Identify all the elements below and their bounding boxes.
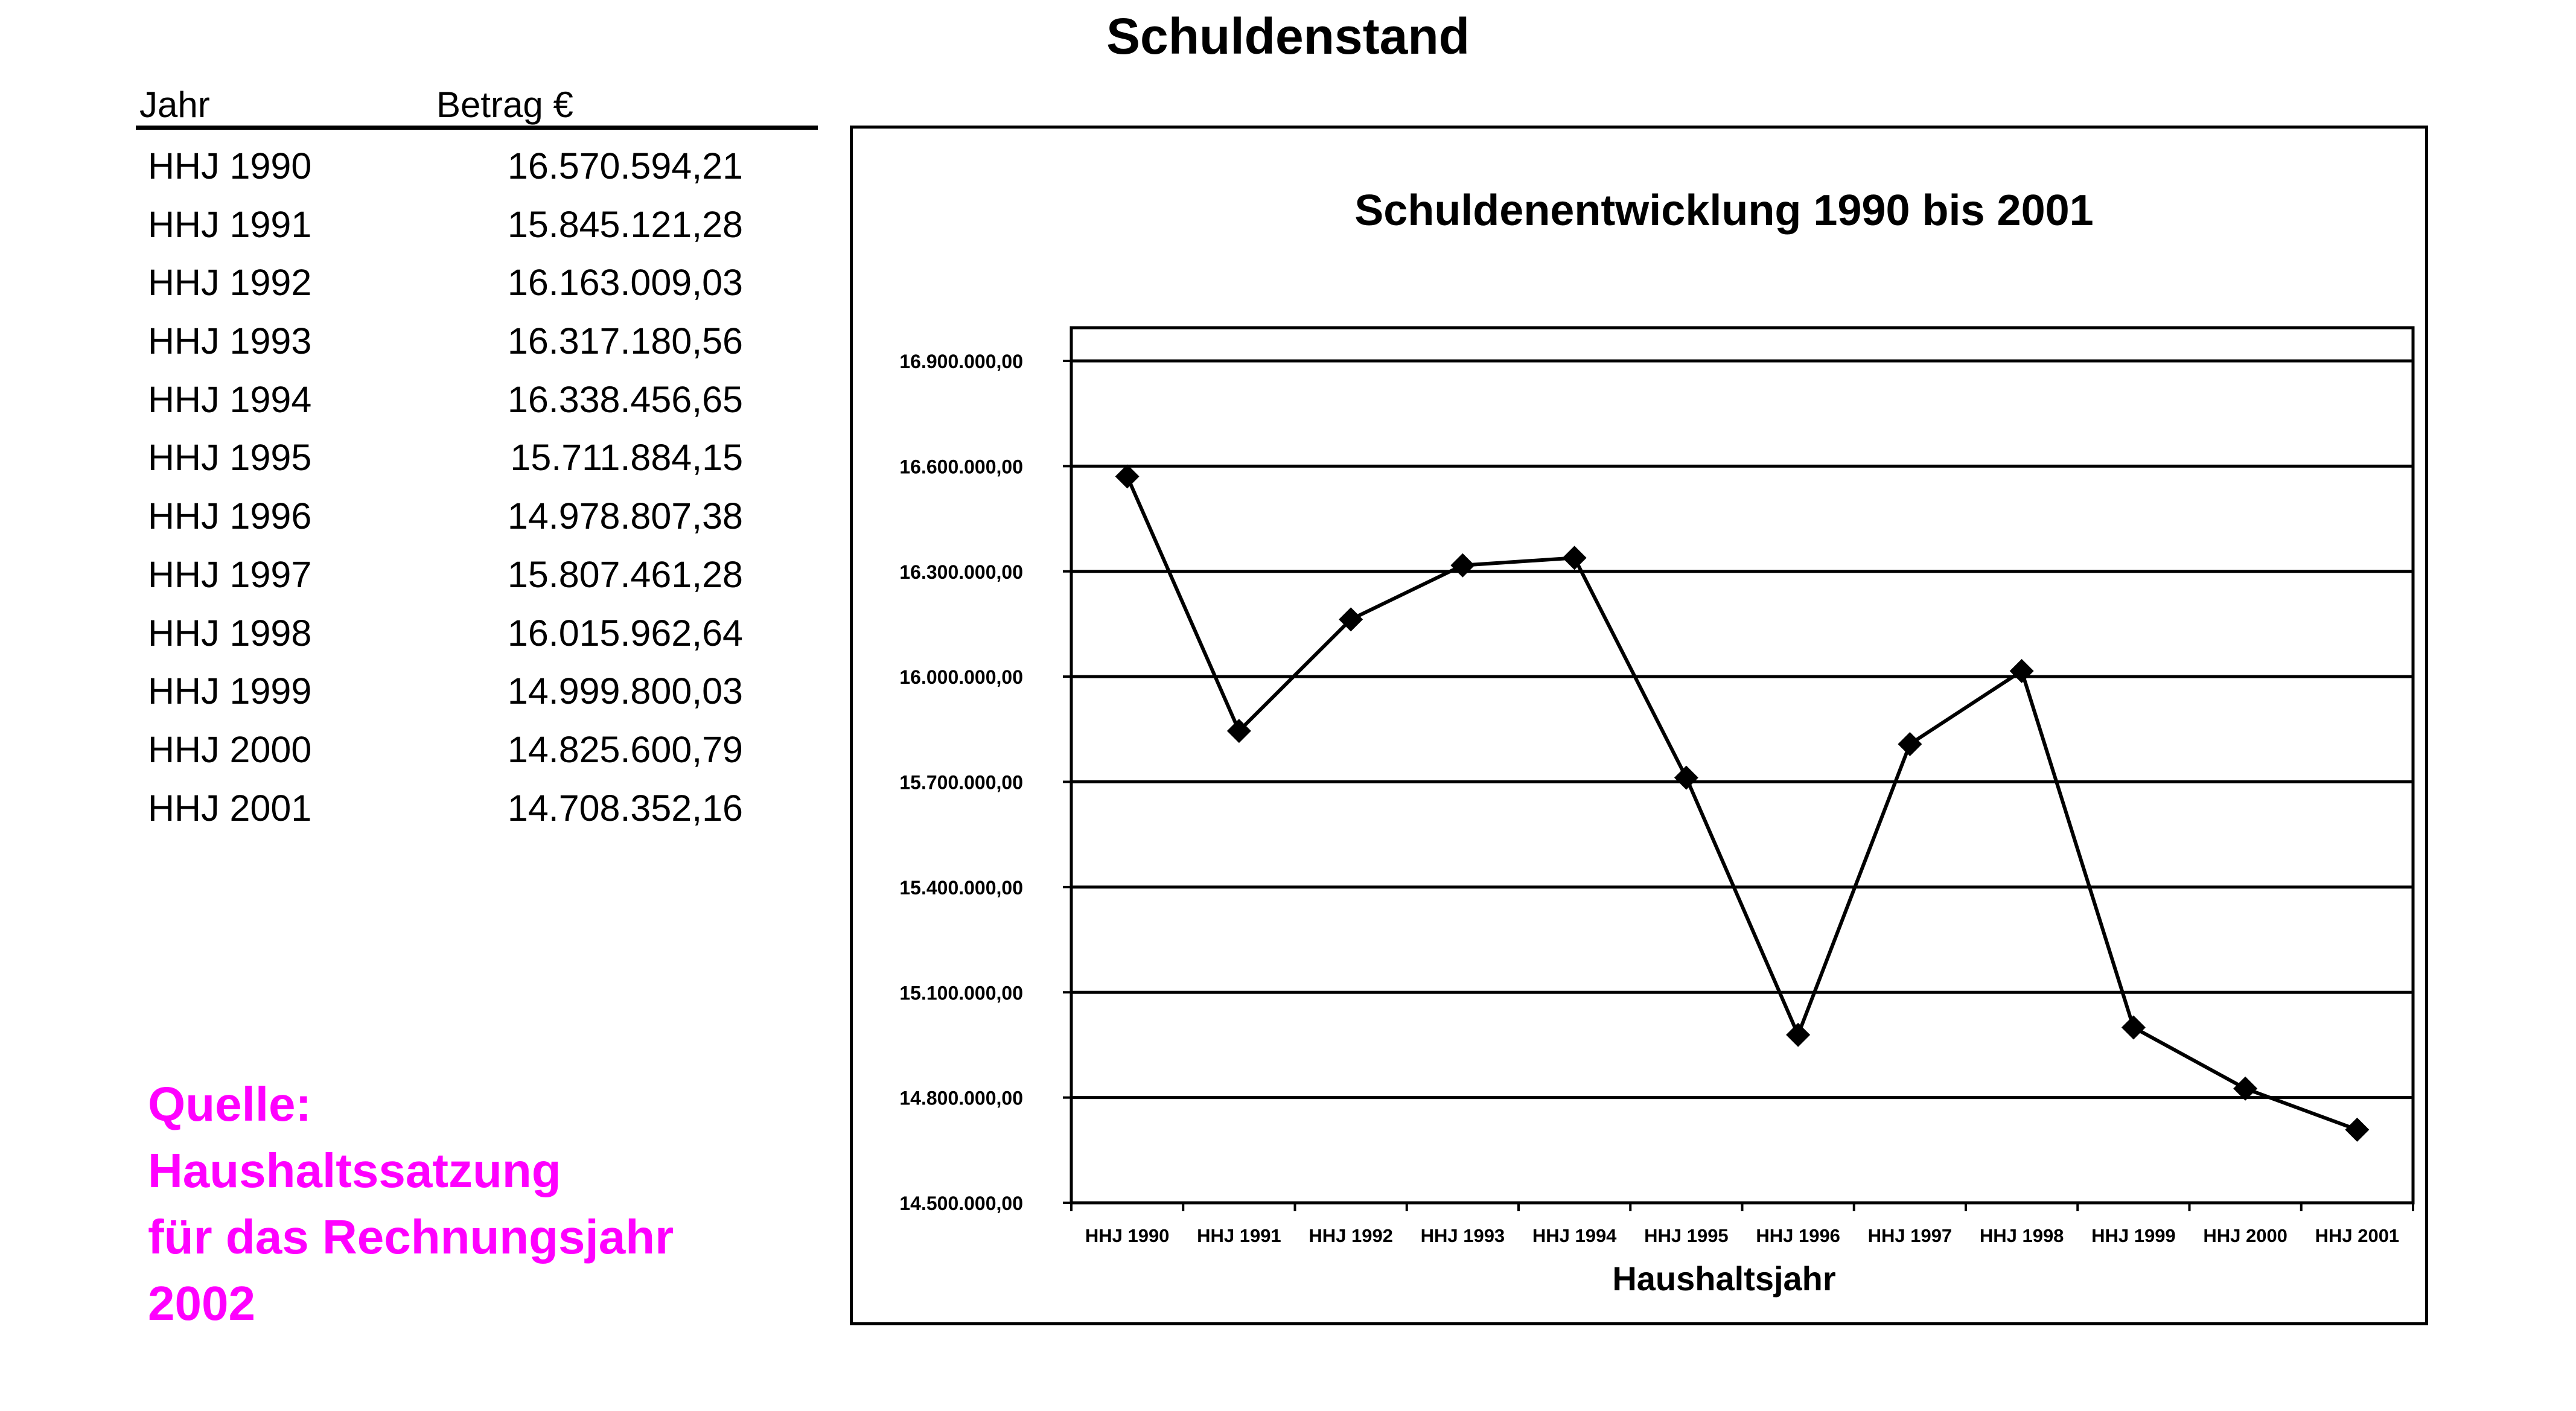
- y-tick-label: 15.400.000,00: [899, 876, 1023, 899]
- page-title: Schuldenstand: [1106, 8, 1470, 65]
- year-cell: HHJ 1998: [148, 612, 312, 654]
- amount-cell: 14.999.800,03: [507, 670, 743, 712]
- year-cell: HHJ 1990: [148, 145, 312, 186]
- year-cell: HHJ 2000: [148, 728, 312, 770]
- y-tick-label: 15.700.000,00: [899, 771, 1023, 794]
- data-point-marker: [1786, 1023, 1810, 1047]
- table-header: [136, 84, 818, 130]
- table-row: [136, 137, 818, 196]
- year-cell: HHJ 1992: [148, 262, 312, 304]
- y-tick-label: 16.000.000,00: [899, 666, 1023, 689]
- data-point-marker: [2345, 1118, 2369, 1142]
- y-tick-label: 15.100.000,00: [899, 982, 1023, 1004]
- x-tick-label: HHJ 1990: [1085, 1225, 1170, 1246]
- source-line: 2002: [148, 1276, 255, 1330]
- amount-cell: 16.570.594,21: [507, 145, 743, 186]
- amount-cell: 14.978.807,38: [507, 495, 743, 537]
- y-tick-label: 16.900.000,00: [899, 351, 1023, 372]
- x-tick-label: HHJ 1999: [2091, 1225, 2176, 1246]
- amount-cell: 16.015.962,64: [507, 612, 743, 654]
- y-tick-label: 14.500.000,00: [899, 1193, 1023, 1214]
- data-point-marker: [1898, 732, 1922, 756]
- source-line: für das Rechnungsjahr: [148, 1210, 674, 1264]
- table-row: [136, 662, 818, 721]
- year-cell: HHJ 2001: [148, 787, 312, 829]
- data-point-marker: [2010, 659, 2034, 683]
- table-row: [136, 312, 818, 371]
- chart-title: Schuldenentwicklung 1990 bis 2001: [1354, 186, 2094, 235]
- table-row: [136, 428, 818, 487]
- source-line: Quelle:: [148, 1077, 312, 1131]
- table-row: [136, 487, 818, 546]
- column-header-year: Jahr: [139, 84, 210, 125]
- table-row: [136, 546, 818, 604]
- year-cell: HHJ 1995: [148, 437, 312, 479]
- data-point-marker: [1563, 546, 1587, 570]
- year-cell: HHJ 1996: [148, 495, 312, 537]
- x-tick-label: HHJ 1996: [1756, 1225, 1840, 1246]
- amount-cell: 16.163.009,03: [507, 262, 743, 304]
- debt-table: [136, 84, 818, 837]
- data-point-marker: [1450, 553, 1475, 578]
- x-tick-label: HHJ 1993: [1420, 1225, 1505, 1246]
- amount-cell: 16.317.180,56: [507, 320, 743, 362]
- year-cell: HHJ 1991: [148, 203, 312, 245]
- x-tick-label: HHJ 1992: [1309, 1225, 1393, 1246]
- amount-cell: 15.711.884,15: [510, 437, 743, 479]
- x-tick-label: HHJ 2000: [2203, 1225, 2287, 1246]
- amount-cell: 14.708.352,16: [507, 787, 743, 829]
- chart-frame: [850, 126, 2428, 1325]
- table-row: [136, 604, 818, 663]
- data-point-marker: [1115, 464, 1140, 488]
- column-header-amount: Betrag €: [436, 84, 573, 125]
- y-tick-label: 14.800.000,00: [899, 1087, 1023, 1109]
- amount-cell: 15.845.121,28: [507, 203, 743, 245]
- x-tick-label: HHJ 1995: [1644, 1225, 1729, 1246]
- amount-cell: 16.338.456,65: [507, 378, 743, 420]
- amount-cell: 14.825.600,79: [507, 728, 743, 770]
- series-line: [1127, 476, 2358, 1129]
- source-note: [148, 1071, 751, 1337]
- y-tick-label: 16.600.000,00: [899, 456, 1023, 478]
- year-cell: HHJ 1993: [148, 320, 312, 362]
- year-cell: HHJ 1999: [148, 670, 312, 712]
- year-cell: HHJ 1997: [148, 553, 312, 595]
- table-row: [136, 779, 818, 838]
- table-row: [136, 196, 818, 254]
- x-axis-label: Haushaltsjahr: [1612, 1260, 1836, 1298]
- table-row: [136, 253, 818, 312]
- x-tick-label: HHJ 2001: [2315, 1225, 2400, 1246]
- x-tick-label: HHJ 1994: [1532, 1225, 1617, 1246]
- table-body: [136, 137, 818, 837]
- x-tick-label: HHJ 1998: [1979, 1225, 2064, 1246]
- y-tick-label: 16.300.000,00: [899, 561, 1023, 583]
- table-row: [136, 371, 818, 429]
- data-point-marker: [1674, 766, 1698, 790]
- amount-cell: 15.807.461,28: [507, 553, 743, 595]
- debt-line-chart: [853, 129, 2425, 1322]
- x-tick-label: HHJ 1997: [1867, 1225, 1953, 1246]
- table-row: [136, 721, 818, 779]
- year-cell: HHJ 1994: [148, 378, 312, 420]
- data-point-marker: [2122, 1015, 2146, 1039]
- source-line: Haushaltssatzung: [148, 1144, 561, 1197]
- x-tick-label: HHJ 1991: [1197, 1225, 1281, 1246]
